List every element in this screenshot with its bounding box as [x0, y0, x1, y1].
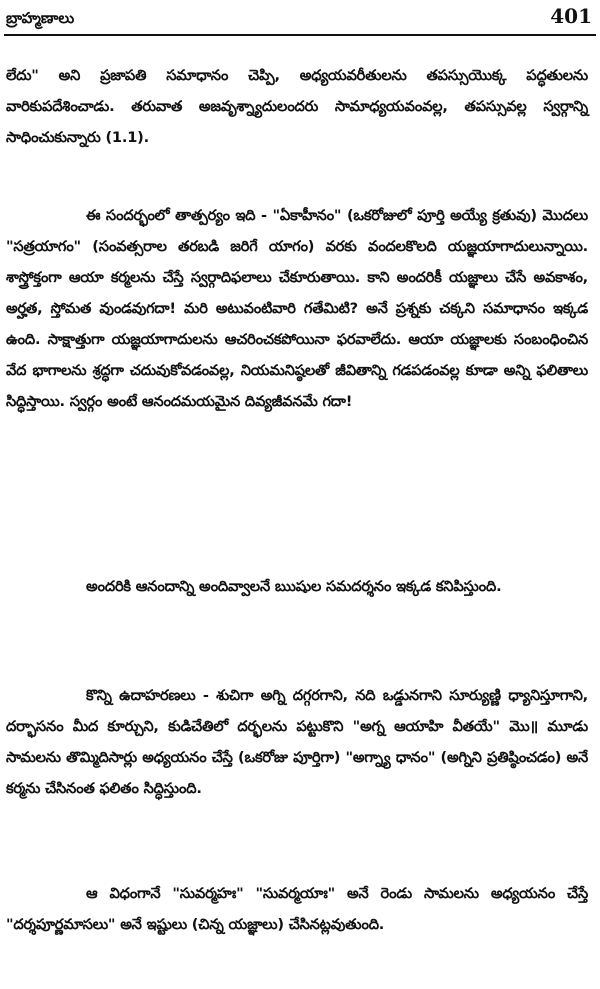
paragraph-4: కొన్ని ఉదాహరణలు - శుచిగా అగ్ని దగ్గరగాని, నది ఒడ్డునగాని సూర్యుణ్ణి ధ్యానిస్తూగాని, దర్భాసనం మీద కూర్చుని, కుడిచేతిలో దర్భలను పట్టుకొని "అగ్న ఆయాహి వీతయే" మొ॥ మూడు సామలను తొమ్మిదిసార్లు అధ్యయనం చేస్తే (ఒకరోజు పూర్తిగా) "అగ్న్యా ధానం" (అగ్నిని ప్రతిష్ఠించడం) అనే కర్మను చేసినంత ఫలితం సిద్ధిస్తుంది. [6, 687, 588, 797]
page-number: 401 [550, 4, 592, 28]
paragraph-3: అందరికి ఆనందాన్ని అందివ్వాలనే ఋషుల సమదర్శనం ఇక్కడ కనిపిస్తుంది. [86, 578, 502, 595]
running-header [6, 4, 592, 26]
header-rule [4, 34, 596, 36]
paragraph-2: ఈ సందర్భంలో తాత్పర్యం ఇది - "ఏకాహీనం" (ఒకరోజులో పూర్తి అయ్యే క్రతువు) మొదలు "సత్రయాగం" (సంవత్సరాల తరబడి జరిగే యాగం) వరకు వందలకొలది యజ్ఞయాగాదులున్నాయి. శాస్త్రోక్తంగా ఆయా కర్మలను చేస్తే స్వర్గాదిఫలాలు చేకూరుతాయి. కాని అందరికీ యజ్ఞాలు చేసే అవకాశం, అర్హత, స్తోమత వుండవుగదా! మరి అటువంటివారి గతేమిటి? అనే ప్రశ్నకు చక్కని సమాధానం ఇక్కడ ఉంది. సాక్షాత్తుగా యజ్ఞయాగాదులను ఆచరించకపోయినా ఫరవాలేదు. ఆయా యజ్ఞాలకు సంబంధించిన వేద భాగాలను శ్రద్ధగా చదువుకోవడంవల్ల, నియమనిష్ఠలతో జీవితాన్ని గడపడంవల్ల కూడా అన్ని ఫలితాలు సిద్ధిస్తాయి. స్వర్గం అంటే ఆనందమయమైన దివ్యజీవనమే గదా! [6, 207, 588, 410]
running-header-title: బ్రాహ్మణాలు [6, 9, 75, 27]
paragraph-1: లేదు" అని ప్రజాపతి సమాధానం చెప్పి, అధ్యయవరీతులను తపస్సుయొక్క పద్ధతులను వారికుపదేశించాడు. తరువాత అజవృశ్న్యాదులందరు సామాధ్యయవంవల్ల, తపస్సువల్ల స్వర్గాన్ని సాధించుకున్నారు (1.1). [6, 67, 588, 146]
paragraph-5: ఆ విధంగానే "సువర్మహః" "సువర్మయాః" అనే రెండు సామలను అధ్యయనం చేస్తే "దర్శపూర్ణమాసలు" అనే ఇష్టులు (చిన్న యజ్ఞాలు) చేసినట్లవుతుంది. [6, 885, 588, 933]
